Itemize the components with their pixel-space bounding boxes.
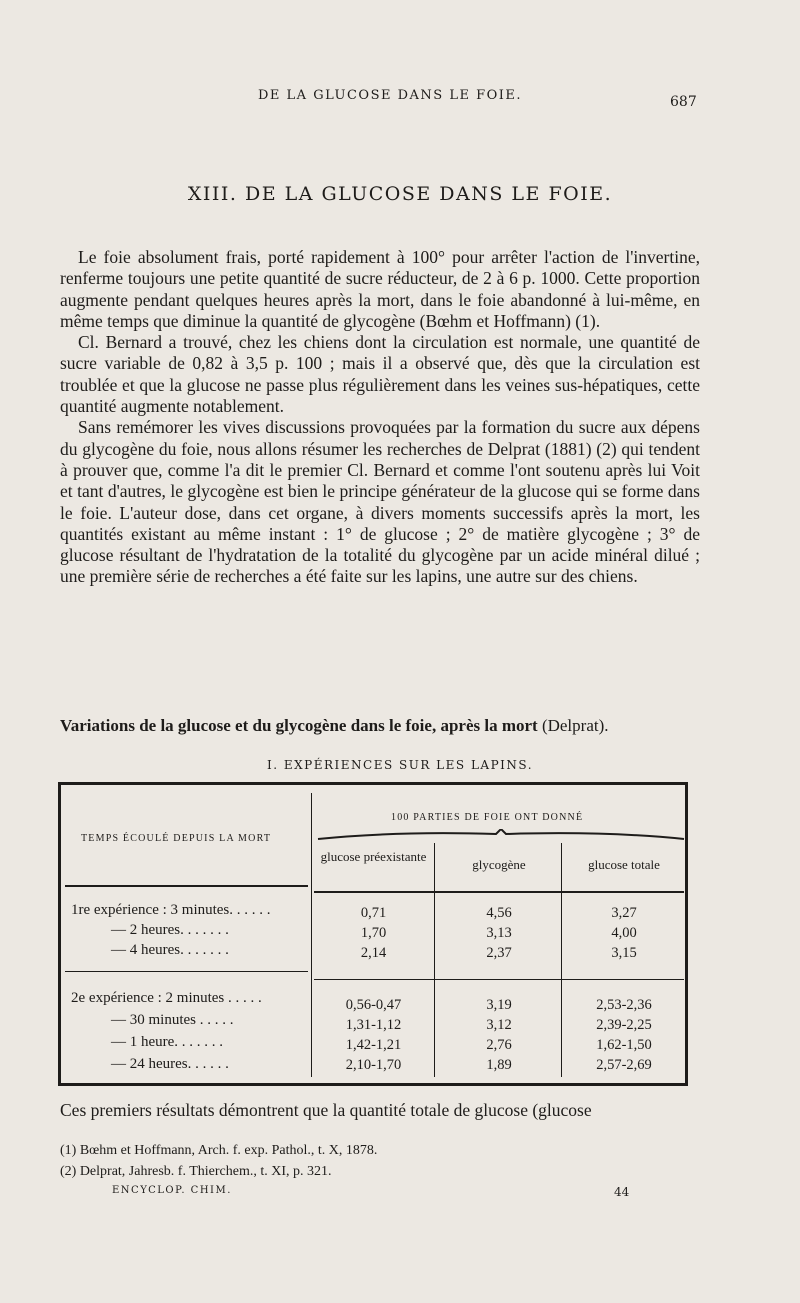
table-title	[60, 716, 700, 736]
table-cell: 3,15	[611, 945, 637, 961]
table-row-label: 2e expérience : 2 minutes . . . . .	[71, 990, 262, 1006]
column-header-glucose-preexistante: glucose préexistante	[320, 849, 427, 864]
table-cell: 1,70	[360, 925, 387, 941]
signature-mark: ENCYCLOP. CHIM.	[112, 1185, 232, 1196]
footnote-1: (1) Bœhm et Hoffmann, Arch. f. exp. Pathol., t. X, 1878.	[60, 1143, 378, 1158]
table-cell: 2,39-2,25	[596, 1017, 652, 1033]
column-divider	[434, 843, 435, 1077]
table-subtitle: I. EXPÉRIENCES SUR LES LAPINS.	[266, 758, 534, 772]
table-row-label: 1re expérience : 3 minutes. . . . . .	[71, 902, 271, 918]
table-cell: 0,71	[360, 905, 387, 921]
table-cell: 3,12	[486, 1017, 512, 1033]
group-header: 100 PARTIES DE FOIE ONT DONNÉ	[391, 812, 584, 823]
table-source: (Delprat).	[541, 716, 609, 735]
table-cell: 0,56-0,47	[345, 997, 402, 1013]
experiment-rule	[65, 971, 308, 972]
table-cell: 4,00	[611, 925, 637, 941]
table-row-label: — 30 minutes . . . . .	[111, 1012, 234, 1028]
header-rule	[314, 891, 684, 893]
paragraph-2: Cl. Bernard a trouvé, chez les chiens dont la circulation est normale, une quantité de sucre variable de 0,82 à 3,5 p. 100 ; mais il a observé que, dès que la circulation est troublée et que la glucose ne passe plus régulièrement dans les veines sus-hépatiques, cette quantité augmente notablement.	[60, 332, 700, 417]
table-row-label: — 24 heures. . . . . .	[111, 1056, 229, 1072]
table-row-label: — 1 heure. . . . . . .	[111, 1034, 224, 1050]
body-text	[60, 247, 700, 588]
table-cell: 1,89	[486, 1057, 512, 1073]
column-header-glucose-totale: glucose totale	[588, 857, 660, 872]
chapter-title: XIII. DE LA GLUCOSE DANS LE FOIE.	[187, 183, 613, 205]
table-cell: 2,14	[360, 945, 387, 961]
conclusion-text: Ces premiers résultats démontrent que la quantité totale de glucose (glucose	[60, 1100, 592, 1120]
table-cell: 1,62-1,50	[596, 1037, 652, 1053]
table-cell: 2,57-2,69	[596, 1057, 652, 1073]
paragraph-3: Sans remémorer les vives discussions provoquées par la formation du sucre aux dépens du glycogène du foie, nous allons résumer les recherches de Delprat (1881) (2) qui tendent à prouver que, comme l'a dit le premier Cl. Bernard et comme l'ont soutenu après lui Voit et tant d'autres, le glycogène est bien le principe générateur de la glucose qui se forme dans le foie. L'auteur dose, dans cet organe, à divers moments successifs après la mort, les quantités existant au même instant : 1° de glucose ; 2° de matière glycogène ; 3° de glucose résultant de l'hydratation de la totalité du glycogène par un acide minéral dilué ; une première série de recherches a été faite sur les lapins, une autre sur des chiens.	[60, 417, 700, 587]
table-cell: 2,76	[486, 1037, 512, 1053]
experiment-rule	[314, 979, 684, 980]
table-cell: 4,56	[486, 905, 512, 921]
table-cell: 3,19	[486, 997, 512, 1013]
table-cell: 2,53-2,36	[596, 997, 652, 1013]
header-rule	[65, 885, 308, 887]
table-cell: 2,10-1,70	[345, 1057, 402, 1073]
table-row-label: — 4 heures. . . . . . .	[111, 942, 229, 958]
footnote-2: (2) Delprat, Jahresb. f. Thierchem., t. XI, p. 321.	[60, 1164, 332, 1179]
table-row-label: — 2 heures. . . . . . .	[111, 922, 229, 938]
brace	[316, 829, 686, 843]
paragraph-1: Le foie absolument frais, porté rapidement à 100° pour arrêter l'action de l'invertine, renferme toujours une petite quantité de sucre réducteur, de 2 à 6 p. 1000. Cette proportion augmente pendant quelques heures après la mort, dans le foie abandonné à lui-même, en même temps que diminue la quantité de glycogène (Bœhm et Hoffmann) (1).	[60, 247, 700, 331]
data-table	[58, 782, 688, 1086]
column-divider	[311, 793, 312, 1077]
row-header: TEMPS ÉCOULÉ DEPUIS LA MORT	[81, 833, 272, 844]
table-cell: 2,37	[486, 945, 512, 961]
column-header-glycogene: glycogène	[472, 857, 526, 872]
running-head: DE LA GLUCOSE DANS LE FOIE.	[258, 88, 523, 103]
table-cell: 3,13	[486, 925, 512, 941]
table-cell: 1,31-1,12	[345, 1017, 402, 1033]
page-number: 687	[670, 94, 697, 110]
sheet-number: 44	[614, 1185, 630, 1199]
column-divider	[561, 843, 562, 1077]
table-title-text: Variations de la glucose et du glycogène dans le foie, après la mort	[60, 716, 538, 735]
table-cell: 3,27	[611, 905, 637, 921]
table-cell: 1,42-1,21	[345, 1037, 402, 1053]
